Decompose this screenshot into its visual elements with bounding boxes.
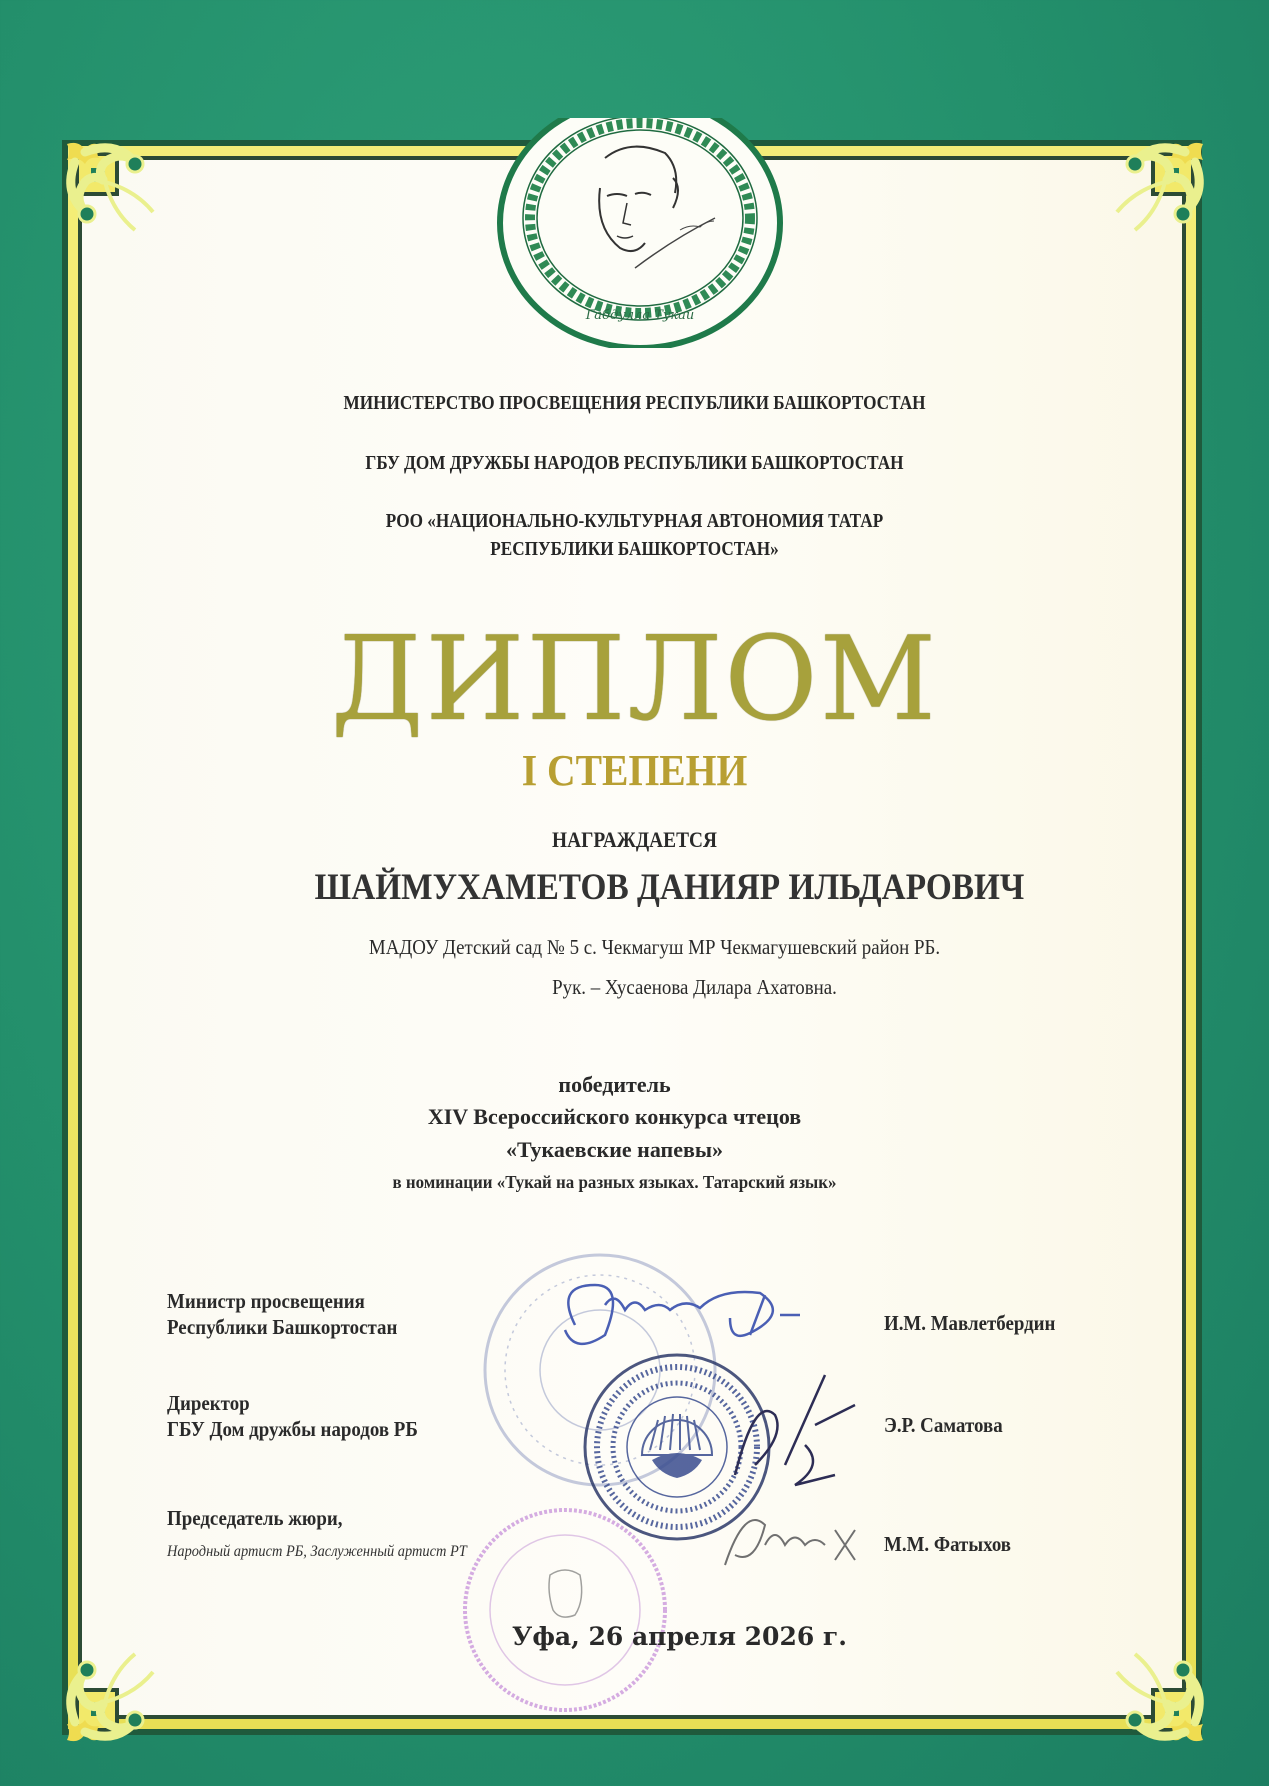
nomination: в номинации «Тукай на разных языках. Татарский язык»	[392, 1172, 837, 1192]
signatory-1-name: И.М. Мавлетбердин	[884, 1311, 1056, 1335]
organization-tatar-autonomy-line1: РОО «НАЦИОНАЛЬНО-КУЛЬТУРНАЯ АВТОНОМИЯ ТАТАР	[385, 510, 884, 532]
signatory-2-position-line2: ГБУ Дом дружбы народов РБ	[167, 1417, 418, 1441]
recipient-name: ШАЙМУХАМЕТОВ ДАНИЯР ИЛЬДАРОВИЧ	[314, 867, 1025, 908]
signatory-3-titles: Народный артист РБ, Заслуженный артист РТ	[167, 1543, 467, 1560]
signatory-2-name: Э.Р. Саматова	[884, 1413, 1003, 1437]
signatory-1-position	[167, 1288, 397, 1340]
signatory-3-position: Председатель жюри,	[167, 1506, 343, 1530]
recipient-supervisor: Рук. – Хусаенова Дилара Ахатовна.	[552, 975, 837, 999]
corner-ornament-icon	[1085, 132, 1215, 262]
organization-tatar-autonomy-line2: РЕСПУБЛИКИ БАШКОРТОСТАН»	[490, 538, 779, 560]
signatory-1-position-line2: Республики Башкортостан	[167, 1315, 398, 1339]
organization-ministry: МИНИСТЕРСТВО ПРОСВЕЩЕНИЯ РЕСПУБЛИКИ БАШКОРТОСТАН	[343, 392, 926, 414]
recipient-institution: МАДОУ Детский сад № 5 с. Чекмагуш МР Чекмагушевский район РБ.	[368, 935, 941, 959]
signatory-2-position	[167, 1390, 418, 1442]
contest-name: «Тукаевские напевы»	[505, 1137, 724, 1162]
signatory-1-position-line1: Министр просвещения	[167, 1289, 365, 1313]
medallion-caption: Габдулла Тукай	[585, 308, 695, 323]
signatory-3-name: М.М. Фатыхов	[884, 1532, 1012, 1556]
diploma-title: ДИПЛОМ	[331, 612, 938, 747]
organization-friendship-house: ГБУ ДОМ ДРУЖБЫ НАРОДОВ РЕСПУБЛИКИ БАШКОРТОСТАН	[365, 452, 904, 474]
awarded-label: НАГРАЖДАЕТСЯ	[552, 827, 717, 852]
corner-ornament-icon	[55, 132, 185, 262]
achievement-status: победитель	[558, 1072, 671, 1097]
place-date: Уфа, 26 апреля 2026 г.	[512, 1622, 847, 1651]
diploma-degree: I СТЕПЕНИ	[521, 746, 748, 795]
signatory-2-position-line1: Директор	[167, 1391, 250, 1415]
contest-title: XIV Всероссийского конкурса чтецов	[427, 1104, 802, 1129]
organization-tatar-autonomy	[89, 507, 1180, 563]
